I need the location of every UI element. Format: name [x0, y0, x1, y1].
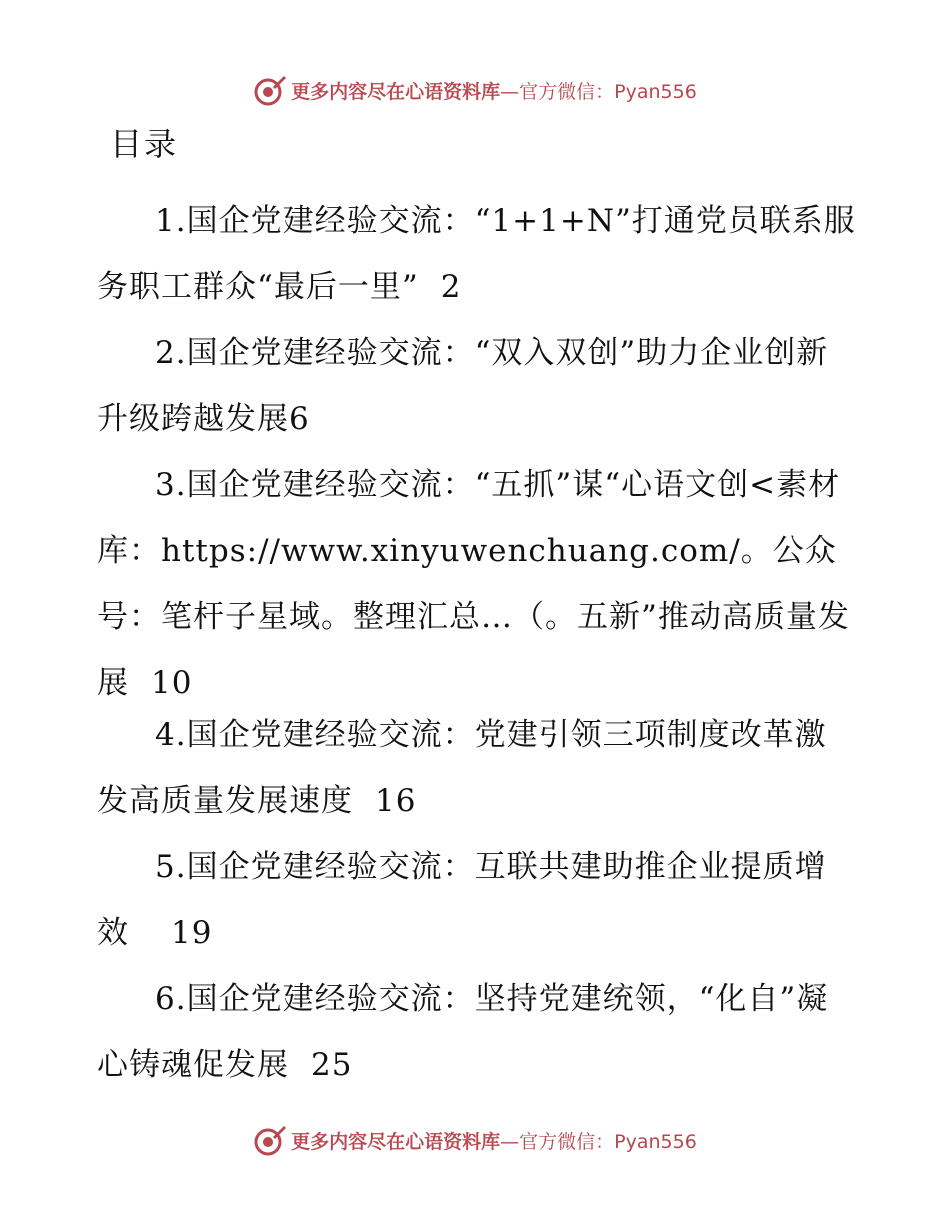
toc-entry[interactable]: [97, 452, 857, 716]
toc-entry-page: 2: [440, 269, 462, 305]
header-watermark-banner: [0, 70, 950, 110]
toc-entry-page: 25: [311, 1047, 353, 1083]
toc-entry-text: 6.国企党建经验交流：坚持党建统领，“化自”凝心铸魂促发展: [97, 981, 829, 1083]
toc-entry-text: 1.国企党建经验交流：“1+1+N”打通党员联系服务职工群众“最后一里”: [97, 203, 856, 305]
toc-title: 目录: [110, 125, 179, 163]
banner-sub-text: —官方微信：Pyan556: [500, 80, 697, 103]
toc-entry-page: 10: [151, 665, 193, 701]
toc-entry-text: 2.国企党建经验交流：“双入双创”助力企业创新升级跨越发展: [97, 335, 829, 437]
toc-entry[interactable]: [97, 834, 857, 966]
toc-entry-text: 4.国企党建经验交流：党建引领三项制度改革激发高质量发展速度: [97, 717, 827, 819]
toc-entry-text: 5.国企党建经验交流：互联共建助推企业提质增效: [97, 849, 827, 951]
toc-entry-page: 16: [375, 783, 417, 819]
toc-entry-text: 3.国企党建经验交流：“五抓”谋“心语文创<素材库：https://www.xinyuwenchuang.com/。公众号：笔杆子星域。整理汇总…（。五新”推动高质量发展: [97, 467, 850, 701]
toc-entry[interactable]: [97, 320, 857, 452]
banner-sub-text: —官方微信：Pyan556: [500, 1130, 697, 1153]
toc-entry-page: 6: [289, 401, 310, 437]
footer-watermark-banner: [0, 1120, 950, 1160]
toc-entry-page: 19: [171, 915, 213, 951]
toc-entry[interactable]: [97, 702, 857, 834]
toc-entry[interactable]: [97, 188, 857, 320]
ink-brush-logo-icon: [253, 1123, 287, 1157]
banner-main-text: 更多内容尽在心语资料库: [291, 1130, 501, 1153]
ink-brush-logo-icon: [253, 73, 287, 107]
banner-main-text: 更多内容尽在心语资料库: [291, 80, 501, 103]
toc-entry[interactable]: [97, 966, 857, 1098]
